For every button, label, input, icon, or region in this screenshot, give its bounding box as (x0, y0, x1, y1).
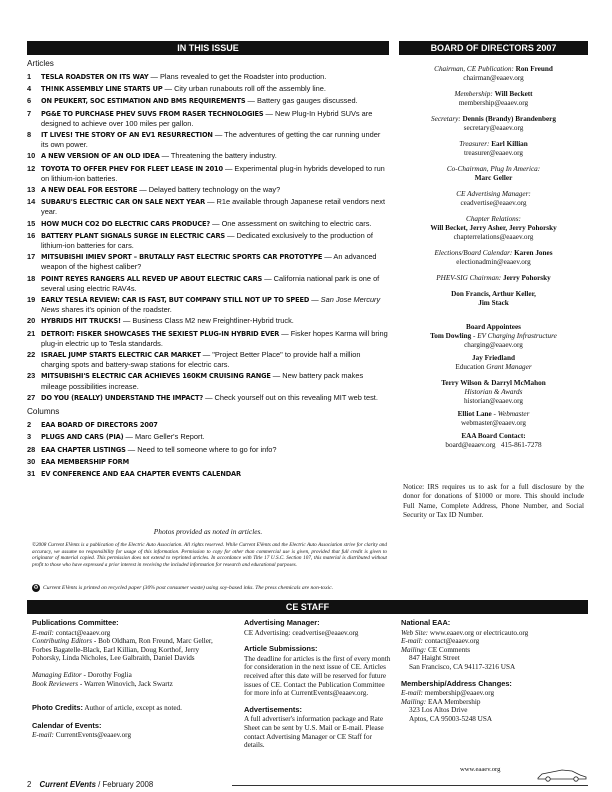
entry-title: IT LIVES! THE STORY OF AN EV1 RESURRECTION (41, 131, 213, 140)
board-member-name: Marc Geller (474, 174, 513, 182)
page-number: 8 (27, 130, 32, 140)
national-mailing: Mailing: CE Comments (401, 645, 471, 654)
board-role: CE Advertising Manager: (456, 190, 531, 198)
list-item (27, 109, 389, 128)
entry-text: TESLA ROADSTER ON ITS WAY — Plans revealed to get the Roadster into production. (41, 72, 327, 81)
entry-description: R1e available through Japanese retail vendors next year. (41, 197, 385, 217)
board-role: Elections/Board Calendar: (434, 249, 513, 257)
entry-description: Marc Geller's Report. (134, 432, 205, 442)
entry-title: EAA MEMBERSHIP FORM (41, 457, 129, 466)
entry-text: A NEW VERSION OF AN OLD IDEA — Threatening the battery industry. (41, 151, 277, 161)
page-number: 3 (27, 432, 32, 442)
board-at-large (399, 290, 588, 308)
advertisements-heading: Advertisements: (244, 704, 302, 714)
ce-staff-header: CE STAFF (27, 600, 588, 614)
calendar-email: E-mail: CurrentEvents@eaaev.org (32, 731, 132, 740)
entry-description: The adventures of getting the car running under its own power. (41, 130, 381, 150)
columns-heading: Columns (27, 407, 60, 417)
entry-title: MITSUBISHI'S ELECTRIC CAR ACHIEVES 160KM CRUISING RANGE (41, 372, 271, 381)
entry-description: Fisker hopes Karma will bring plug-in electric up to Tesla standards. (41, 328, 388, 348)
page-number: 20 (27, 316, 36, 326)
entry-title: ISRAEL JUMP STARTS ELECTRIC CAR MARKET (41, 351, 201, 360)
appointees-heading: Board Appointees (466, 323, 521, 331)
board-of-directors (399, 58, 588, 521)
page-number: 16 (27, 230, 36, 240)
appointee-4: Elliot Lane - Webmaster (457, 410, 530, 418)
board-member-email: chairman@eaaev.org (463, 74, 524, 82)
board-contact (399, 441, 588, 450)
board-role: PHEV-SIG Chairman: (436, 274, 502, 282)
entry-text: HOW MUCH CO2 DO ELECTRIC CARS PRODUCE? — One assessment on switching to electric cars. (41, 218, 372, 228)
entry-description: Battery gas gauges discussed. (256, 96, 358, 106)
page-number: 12 (27, 163, 36, 173)
board-member-name: Will Becket, Jerry Asher, Jerry Pohorsky (430, 224, 557, 232)
entry-description: Business Class M2 new Freightliner-Hybrid truck. (132, 316, 294, 326)
page-number: 13 (27, 185, 36, 195)
entry-description: New battery pack makes mileage possibilities increase. (41, 371, 364, 391)
board-member (399, 65, 588, 83)
page-number: 23 (27, 371, 36, 381)
board-contact-heading: EAA Board Contact: (461, 432, 526, 440)
entry-title: PLUGS AND CARS (PIA) (41, 433, 124, 442)
recycled-paper-note (32, 584, 587, 592)
recycle-icon: ♻ (33, 585, 39, 591)
entry-title: MITSUBISHI IMIEV SPORT – BRUTALLY FAST ELECTRIC SPORTS CAR PROTOTYPE (41, 253, 323, 262)
table-of-contents (27, 58, 389, 481)
article-submissions-text: The deadline for articles is the first of every month for consideration in the next issue of CE. Articles received after this date will be reserved for future issues of CE. Contact the Publication Committee for more info at CurrentEvents@eaaev.org. (244, 654, 391, 698)
board-role: Chairman, CE Publication: (434, 65, 514, 73)
entry-text: EARLY TESLA REVIEW: CAR IS FAST, BUT COMPANY STILL NOT UP TO SPEED — San Jose Mercury News shares it's opinion of the roadster. (41, 295, 381, 315)
photos-note: Photos provided as noted in articles. (153, 527, 263, 536)
board-member (399, 215, 588, 242)
website-url: www.eaaev.org (460, 766, 501, 773)
car-outline-icon (536, 768, 588, 782)
page-number: 31 (27, 468, 36, 478)
entry-description: Experimental plug-in hybrids developed to run on lithium-ion batteries. (41, 163, 385, 183)
entry-title: HOW MUCH CO2 DO ELECTRIC CARS PRODUCE? (41, 219, 211, 228)
board-contact-phone: 415-861-7278 (500, 441, 542, 449)
page-number: 18 (27, 273, 36, 283)
list-item (27, 393, 389, 403)
list-item (27, 197, 389, 216)
entry-text: PLUGS AND CARS (PIA) — Marc Geller's Report. (41, 432, 205, 442)
entry-text: TOYOTA TO OFFER PHEV FOR FLEET LEASE IN 2010 — Experimental plug-in hybrids developed to run on lithium-ion batteries. (41, 163, 385, 183)
appointee-3-name: Terry Wilson & Darryl McMahon (441, 379, 546, 387)
staff-column-3 (401, 619, 589, 724)
entry-title: BATTERY PLANT SIGNALS SURGE IN ELECTRIC CARS (41, 231, 226, 240)
list-item (27, 72, 389, 82)
board-member-email: chapterrelations@eaaev.org (453, 233, 534, 241)
list-item (27, 350, 389, 369)
entry-description: One assessment on switching to electric cars. (221, 218, 372, 228)
board-member (399, 274, 588, 283)
entry-source: San Jose Mercury News (41, 295, 381, 315)
board-member (399, 165, 588, 183)
entry-text: EAA CHAPTER LISTINGS — Need to tell someone where to go for info? (41, 444, 277, 454)
footer-rule (232, 785, 588, 786)
entry-description: City urban runabouts roll off the assembly line. (174, 84, 326, 94)
entry-title: TOYOTA TO OFFER PHEV FOR FLEET LEASE IN 2010 (41, 164, 223, 173)
irs-notice: Notice: IRS requires us to ask for a full disclosure by the donor for donations of $1000 or more. This should include Full Name, Complete Address, Phone Number, and Social Security or Tax ID Number. (403, 483, 584, 520)
list-item (27, 274, 389, 293)
board-contact-email: board@eaaev.org (445, 441, 496, 449)
board-member (399, 140, 588, 158)
entry-title: SUBARU'S ELECTRIC CAR ON SALE NEXT YEAR (41, 198, 206, 207)
entry-title: TH!NK ASSEMBLY LINE STARTS UP (41, 85, 163, 94)
board-member-email: ceadvertise@eaaev.org (460, 199, 527, 207)
page-number: 1 (27, 72, 32, 81)
publications-committee-heading: Publications Committee: (32, 618, 119, 627)
national-address-line2: San Francisco, CA 94117-3216 USA (409, 662, 516, 671)
list-item (27, 371, 389, 390)
board-member-name: Will Beckett (494, 90, 533, 98)
list-item (27, 329, 389, 348)
entry-title: EV CONFERENCE AND EAA CHAPTER EVENTS CALENDAR (41, 469, 241, 478)
publications-email: E-mail: contact@eaaev.org (32, 628, 111, 637)
page-number: 15 (27, 218, 36, 228)
board-appointees (399, 323, 588, 450)
calendar-heading: Calendar of Events: (32, 720, 102, 730)
entry-title: DO YOU (REALLY) UNDERSTAND THE IMPACT? (41, 393, 204, 402)
magazine-name: Current EVents (39, 780, 96, 789)
entry-description: New Plug-In Hybrid SUVs are designed to achieve over 100 miles per gallon. (41, 108, 373, 128)
entry-title: EAA CHAPTER LISTINGS (41, 445, 126, 454)
membership-changes-heading: Membership/Address Changes: (401, 678, 512, 688)
entry-text: ISRAEL JUMP STARTS ELECTRIC CAR MARKET — "Project Better Place" to provide half a million charging spots and battery-swap stations for electric cars. (41, 350, 361, 370)
list-item (27, 151, 389, 161)
board-member-name: Earl Killian (491, 140, 528, 148)
entry-title: DETROIT: FISKER SHOWCASES THE SEXIEST PLUG-IN HYBRID EVER (41, 329, 280, 338)
board-member-email: membership@eaaev.org (458, 99, 529, 107)
national-eaa-heading: National EAA: (401, 618, 451, 627)
board-member-email: electionadmin@eaaev.org (456, 258, 531, 266)
list-item (27, 420, 389, 430)
page-number: 19 (27, 295, 36, 305)
board-member (399, 115, 588, 133)
board-role: Chapter Relations: (466, 215, 521, 223)
board-role: Treasurer: (459, 140, 490, 148)
entry-text (41, 420, 389, 430)
membership-mailing: Mailing: EAA Membership (401, 697, 481, 706)
board-member (399, 190, 588, 208)
entry-title: POINT REYES RANGERS ALL REVED UP ABOUT ELECTRIC CARS (41, 274, 263, 283)
entry-text: DO YOU (REALLY) UNDERSTAND THE IMPACT? — Check yourself out on this revealing MIT web test. (41, 392, 378, 402)
page-number: 27 (27, 392, 36, 402)
photo-credits: Photo Credits: Author of article, except as noted. (32, 703, 182, 713)
recycled-text: Current EVents is printed on recycled paper (30% post consumer waste) using soy-based inks. The press chemicals are non-toxic. (43, 584, 333, 591)
list-item (27, 252, 389, 271)
entry-title: EAA BOARD OF DIRECTORS 2007 (41, 421, 158, 430)
appointee-3-role: Historian & Awards (464, 388, 523, 396)
entry-text: POINT REYES RANGERS ALL REVED UP ABOUT ELECTRIC CARS — California national park is one of several using electric RAV4s. (41, 273, 380, 293)
entry-text: SUBARU'S ELECTRIC CAR ON SALE NEXT YEAR — R1e available through Japanese retail vendors next year. (41, 197, 385, 217)
page-number: 21 (27, 328, 36, 338)
national-email: E-mail: contact@eaaev.org (401, 637, 480, 646)
entry-text (41, 457, 389, 467)
advertising-manager-text: CE Advertising: ceadvertise@eaaev.org (244, 628, 359, 637)
membership-address-line1: 323 Los Altos Drive (409, 706, 468, 715)
page-number: 14 (27, 197, 36, 207)
page-footer (27, 780, 153, 789)
page-number: 17 (27, 252, 36, 262)
board-role: Secretary: (431, 115, 461, 123)
page-number: 2 (27, 420, 32, 430)
entry-title: A NEW VERSION OF AN OLD IDEA (41, 152, 160, 161)
list-item (27, 164, 389, 183)
entry-text: MITSUBISHI'S ELECTRIC CAR ACHIEVES 160KM CRUISING RANGE — New battery pack makes mileage possibilities increase. (41, 371, 364, 391)
appointee-3-email: historian@eaaev.org (464, 397, 523, 405)
board-member-name: Dennis (Brandy) Brandenberg (462, 115, 556, 123)
entry-text: A NEW DEAL FOR EESTORE — Delayed battery technology on the way? (41, 185, 281, 195)
list-item (27, 219, 389, 229)
entry-description: Threatening the battery industry. (170, 151, 277, 161)
appointee-1: Tom Dowling - EV Charging Infrastructure (430, 332, 557, 340)
issue-date: / February 2008 (98, 780, 154, 789)
advertisements-text: A full advertiser's information package and Rate Sheet can be sent by U.S. Mail or E-mail. Please contact Advertising Manager or CE Staff for details. (244, 715, 384, 750)
entry-text: ON PEUKERT, SOC ESTIMATION AND BMS REQUIREMENTS — Battery gas gauges discussed. (41, 96, 358, 106)
entry-title: EARLY TESLA REVIEW: CAR IS FAST, BUT COMPANY STILL NOT UP TO SPEED (41, 296, 310, 305)
board-member-name: Jerry Pohorsky (502, 274, 551, 282)
entry-text: IT LIVES! THE STORY OF AN EV1 RESURRECTION — The adventures of getting the car running under its own power. (41, 130, 381, 150)
entry-title: TESLA ROADSTER ON ITS WAY (41, 73, 149, 81)
list-item (27, 130, 389, 149)
page-number: 6 (27, 96, 32, 106)
in-this-issue-header: IN THIS ISSUE (27, 41, 389, 55)
board-member-email: secretary@eaaev.org (463, 124, 524, 132)
entry-description: shares it's opinion of the roadster. (61, 305, 172, 315)
entry-description: An advanced weapon of the highest caliber? (41, 252, 377, 272)
entry-text: TH!NK ASSEMBLY LINE STARTS UP — City urban runabouts roll off the assembly line. (41, 84, 326, 94)
list-item (27, 295, 389, 314)
copyright-notice: ©2008 Current EVents is a publication of the Electric Auto Association. All rights reserved. While Current EVents and the Electric Auto Association strive for clarity and accuracy, we assume no responsibility for usage of this information. Permission to copy for other than commercial use is given, provided that full credit is given to originator of material copied. This permission does not extend to reprinted articles. In accordance with Title 17 U.S.C. Section 107, this material is distributed without profit to those who have expressed a prior interest in receiving the included information for research and educational purposes. (32, 542, 387, 568)
entry-description: Dedicated exclusively to the production of lithium-ion batteries for cars. (41, 230, 373, 251)
list-item (27, 84, 389, 94)
contributing-editors: Contributing Editors - Bob Oldham, Ron Freund, Marc Geller, Forbes Bagatelle-Black, Earl Killian, Doug Korthof, Jerry Pohorsky, Linda Nicholes, Lee Galbraith, Daniel Davids (32, 637, 213, 663)
entry-text: PG&E TO PURCHASE PHEV SUVS FROM RASER TECHNOLOGIES — New Plug-In Hybrid SUVs are designed to achieve over 100 miles per gallon. (41, 108, 373, 128)
page-number: 7 (27, 108, 32, 118)
entry-title: ON PEUKERT, SOC ESTIMATION AND BMS REQUIREMENTS (41, 97, 246, 106)
national-address-line1: 847 Haight Street (409, 654, 460, 663)
list-item (27, 457, 389, 467)
articles-list (27, 72, 389, 403)
columns-list (27, 420, 389, 479)
board-member (399, 249, 588, 267)
article-submissions-heading: Article Submissions: (244, 644, 318, 654)
page-number: 4 (27, 84, 32, 94)
appointee-2-name: Jay Friedland (472, 354, 515, 362)
page-number: 28 (27, 444, 36, 454)
board-of-directors-header: BOARD OF DIRECTORS 2007 (399, 41, 588, 55)
entry-description: California national park is one of several using electric RAV4s. (41, 273, 380, 293)
entry-text: HYBRIDS HIT TRUCKS! — Business Class M2 new Freightliner-Hybrid truck. (41, 316, 294, 326)
staff-column-2 (244, 619, 394, 750)
list-item (27, 185, 389, 195)
board-at-large-line1: Don Francis, Arthur Keller, (451, 290, 536, 298)
appointee-2-role: Education Grant Manager (455, 363, 532, 371)
entry-text (41, 469, 389, 479)
list-item (27, 316, 389, 326)
entry-description: "Project Better Place" to provide half a million charging spots and battery-swap stations for electric cars. (41, 350, 361, 370)
entry-text: DETROIT: FISKER SHOWCASES THE SEXIEST PLUG-IN HYBRID EVER — Fisker hopes Karma will bring plug-in electric up to Tesla standards. (41, 328, 388, 348)
entry-description: Need to tell someone where to go for info? (137, 444, 277, 454)
page-number: 2 (27, 780, 32, 789)
entry-title: PG&E TO PURCHASE PHEV SUVS FROM RASER TECHNOLOGIES (41, 109, 264, 118)
board-member-name: Ron Freund (515, 65, 553, 73)
advertising-manager-heading: Advertising Manager: (244, 618, 320, 627)
board-member (399, 90, 588, 108)
appointee-4-email: webmaster@eaaev.org (461, 419, 526, 427)
board-role: Membership: (454, 90, 493, 98)
membership-email: E-mail: membership@eaaev.org (401, 689, 495, 698)
appointee-1-email: charging@eaaev.org (464, 341, 523, 349)
entry-description: Delayed battery technology on the way? (148, 185, 281, 195)
board-at-large-line2: Jim Stack (478, 299, 509, 307)
entry-text: BATTERY PLANT SIGNALS SURGE IN ELECTRIC CARS — Dedicated exclusively to the production of lithium-ion batteries for cars. (41, 230, 373, 251)
board-member-email: treasurer@eaaev.org (464, 149, 523, 157)
list-item (27, 432, 389, 442)
managing-editor: Managing Editor - Dorothy Foglia (32, 670, 132, 679)
entry-description: Check yourself out on this revealing MIT web test. (214, 392, 378, 402)
list-item (27, 96, 389, 106)
entry-title: A NEW DEAL FOR EESTORE (41, 186, 138, 195)
staff-column-1 (32, 619, 227, 740)
page-number: 30 (27, 456, 36, 466)
list-item (27, 445, 389, 455)
entry-text: MITSUBISHI IMIEV SPORT – BRUTALLY FAST ELECTRIC SPORTS CAR PROTOTYPE — An advanced weapon of the highest caliber? (41, 252, 377, 272)
articles-heading: Articles (27, 59, 54, 68)
board-role: Co-Chairman, Plug In America: (446, 165, 541, 173)
membership-address-line2: Aptos, CA 95003-5248 USA (409, 714, 493, 723)
book-reviewers: Book Reviewers - Warren Winovich, Jack Swartz (32, 679, 173, 688)
list-item (27, 469, 389, 479)
list-item (27, 231, 389, 250)
entry-description: Plans revealed to get the Roadster into production. (159, 72, 327, 81)
entry-title: HYBRIDS HIT TRUCKS! (41, 317, 121, 326)
page-number: 22 (27, 350, 36, 360)
board-members-list (399, 65, 588, 283)
page-number: 10 (27, 151, 36, 161)
national-website: Web Site: www.eaaev.org or electricauto.org (401, 628, 529, 637)
board-member-name: Karen Jones (514, 249, 553, 257)
